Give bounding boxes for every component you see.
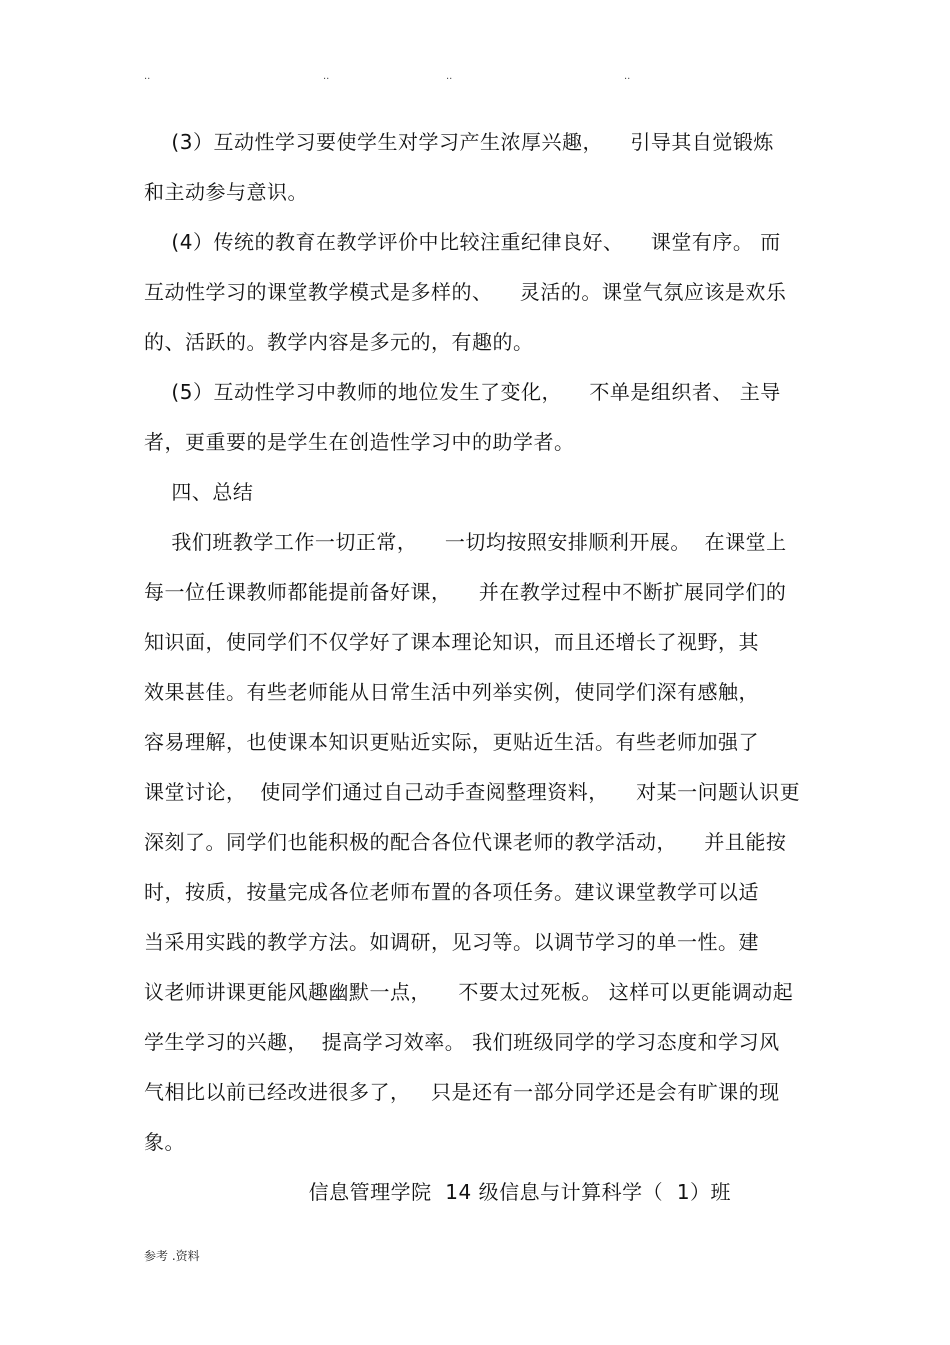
paragraph-line: 互动性学习的课堂教学模式是多样的、 灵活的。课堂气氛应该是欢乐 bbox=[144, 280, 787, 304]
header-mark-3: .. bbox=[446, 71, 453, 82]
section-heading: 四、总结 bbox=[144, 480, 254, 504]
paragraph-line: 知识面，使同学们不仅学好了课本理论知识，而且还增长了视野，其 bbox=[144, 630, 759, 654]
paragraph-line: 象。 bbox=[144, 1130, 185, 1154]
paragraph-line: 课堂讨论， 使同学们通过自己动手查阅整理资料， 对某一问题认识更 bbox=[144, 780, 801, 804]
header-mark-1: .. bbox=[144, 71, 151, 82]
paragraph-line: 的、活跃的。教学内容是多元的，有趣的。 bbox=[144, 330, 534, 354]
paragraph-line: (5）互动性学习中教师的地位发生了变化， 不单是组织者、 主导 bbox=[144, 380, 781, 404]
paragraph-line: 深刻了。同学们也能积极的配合各位代课老师的教学活动， 并且能按 bbox=[144, 830, 787, 854]
paragraph-line: 议老师讲课更能风趣幽默一点， 不要太过死板。 这样可以更能调动起 bbox=[144, 980, 794, 1004]
paragraph-line: 效果甚佳。有些老师能从日常生活中列举实例，使同学们深有感触， bbox=[144, 680, 759, 704]
paragraph-line: 和主动参与意识。 bbox=[144, 180, 308, 204]
signature-line: 信息管理学院 14 级信息与计算科学（ 1）班 bbox=[144, 1180, 732, 1204]
paragraph-line: 气相比以前已经改进很多了， 只是还有一部分同学还是会有旷课的现 bbox=[144, 1080, 780, 1104]
paragraph-line: 我们班教学工作一切正常， 一切均按照安排顺利开展。 在课堂上 bbox=[144, 530, 787, 554]
paragraph-line: (3）互动性学习要使学生对学习产生浓厚兴趣， 引导其自觉锻炼 bbox=[144, 130, 774, 154]
header-mark-2: .. bbox=[323, 71, 330, 82]
paragraph-line: 时，按质，按量完成各位老师布置的各项任务。建议课堂教学可以适 bbox=[144, 880, 759, 904]
paragraph-line: 当采用实践的教学方法。如调研，见习等。以调节学习的单一性。建 bbox=[144, 930, 759, 954]
paragraph-line: 者，更重要的是学生在创造性学习中的助学者。 bbox=[144, 430, 575, 454]
paragraph-line: 学生学习的兴趣， 提高学习效率。 我们班级同学的学习态度和学习风 bbox=[144, 1030, 780, 1054]
header-mark-4: .. bbox=[624, 71, 631, 82]
paragraph-line: 容易理解，也使课本知识更贴近实际，更贴近生活。有些老师加强了 bbox=[144, 730, 759, 754]
paragraph-line: (4）传统的教育在教学评价中比较注重纪律良好、 课堂有序。 而 bbox=[144, 230, 781, 254]
page-footer: 参考 .资料 bbox=[144, 1249, 200, 1263]
paragraph-line: 每一位任课教师都能提前备好课， 并在教学过程中不断扩展同学们的 bbox=[144, 580, 787, 604]
